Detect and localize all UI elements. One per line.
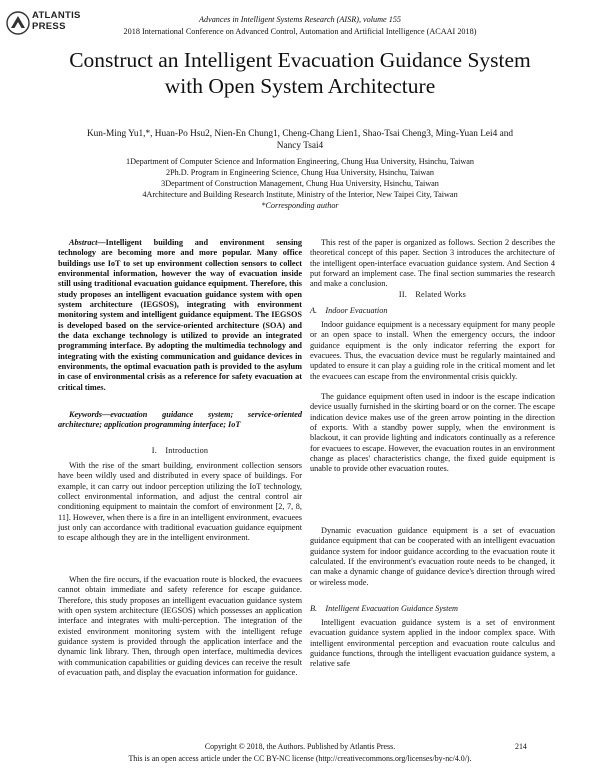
abstract bbox=[58, 238, 302, 393]
section-heading-introduction: I. Introduction bbox=[151, 446, 209, 455]
indoor-paragraph-2: The guidance equipment often used in indoor is the escape indication device usually furnished in the skirting board or on the corner. The escape indication device makes use of the green arrow pointing in the direction of exports. With a standby power supply, when the environment is blackout, it can provide lighting and indicators continually as a reference for evacuees to escape. However, the evacuation routes in an environment change as places' characteristics change, the fixed guide equipment is unable to provide other evacuation routes. bbox=[310, 392, 555, 474]
page-number: 214 bbox=[515, 742, 527, 751]
intro-paragraph-1: With the rise of the smart building, environment collection sensors have been wildly used and distributed in every space of buildings. For example, it can carry out indoor perception utilizing the IoT technology, collect environmental information, and adjust the central control air conditioning equipment to maintain the comfort of environment [2, 7, 8, 11]. However, when there is a fire in an intelligent environment, evacuees just only can accordance with traditional evacuation guidance equipment to escape although they are in the intelligent environment. bbox=[58, 461, 302, 543]
keywords-text: Keywords—evacuation guidance system; service-oriented architecture; application programming interface; IoT bbox=[58, 410, 302, 430]
copyright-line: Copyright © 2018, the Authors. Published by Atlantis Press. bbox=[204, 742, 396, 751]
author-list bbox=[40, 128, 560, 152]
title-line-2: with Open System Architecture bbox=[164, 74, 436, 98]
logo-line-2: PRESS bbox=[32, 21, 66, 32]
logo-line-1: ATLANTIS bbox=[32, 10, 81, 21]
paper-organization-paragraph: This rest of the paper is organized as follows. Section 2 describes the theoretical concept of this paper. Section 3 introduces the architecture of the intelligent open-interface evacuation guidance system. And Section 4 put forward an implement case. The final section summaries the research and make a conclusion. bbox=[310, 238, 555, 289]
conference-header: 2018 International Conference on Advanced Control, Automation and Artificial Intelligence (ACAAI 2018) bbox=[123, 27, 477, 36]
subsection-intelligent-evacuation: B. Intelligent Evacuation Guidance System bbox=[310, 604, 459, 613]
keywords bbox=[58, 410, 302, 431]
section-heading-related-works: II. Related Works bbox=[398, 290, 467, 299]
subsection-indoor-evacuation: A. Indoor Evacuation bbox=[310, 306, 388, 315]
journal-header: Advances in Intelligent Systems Research (AISR), volume 155 bbox=[198, 15, 402, 24]
abstract-label: Abstract bbox=[69, 238, 98, 247]
affiliation-2: 2Ph.D. Program in Engineering Science, Chung Hua University, Hsinchu, Taiwan bbox=[166, 168, 434, 177]
license-line: This is an open access article under the CC BY-NC license (http://creativecommons.org/licenses/by-nc/4.0/). bbox=[128, 754, 472, 763]
title-line-1: Construct an Intelligent Evacuation Guidance System bbox=[69, 48, 531, 72]
affiliation-4: 4Architecture and Building Research Institute, Ministry of the Interior, New Taipei City, Taiwan bbox=[142, 190, 458, 199]
indoor-paragraph-1: Indoor guidance equipment is a necessary equipment for many people or an open space to install. When the emergency occurs, the indoor guidance equipment is the only indicator referring the export for evacuees. Thus, the evacuation device must be regularly maintained and updated to ensure it can play a guiding role in the critical moment and let the evacuees can escape from the environmental crisis quickly. bbox=[310, 320, 555, 381]
intro-paragraph-2: When the fire occurs, if the evacuation route is blocked, the evacuees cannot obtain immediate and safety reference for escape guidance. Therefore, this study proposes an intelligent evacuation guidance system with open system architecture (IEGSOS) which possesses an application interface and integrates with multi-perception. The integration of the existed environment monitoring system with the intelligent refuge guidance system is provided through the application interface and the dynamic link library. Then, through open interface, multimedia devices with communication capabilities or guiding devices can receive the result of evacuation path, and display the evacuation information for guidance. bbox=[58, 575, 302, 678]
indoor-paragraph-3: Dynamic evacuation guidance equipment is a set of evacuation guidance equipment that can be cooperated with an intelligent evacuation guidance system for indoor guidance according to the evacuation route it calculated. If the environment's evacuation route needs to be changed, it can make a dynamic change of guidance device's direction through wired or wireless mode. bbox=[310, 526, 555, 587]
affiliation-1: 1Department of Computer Science and Information Engineering, Chung Hua University, Hsinchu, Taiwan bbox=[126, 157, 474, 166]
affiliation-3: 3Department of Construction Management, Chung Hua University, Hsinchu, Taiwan bbox=[161, 179, 439, 188]
abstract-body: —Intelligent building and environment sensing technology are becoming more and more popular. Many office buildings use IoT to set up environment collection sensors to collect environmental information, however the way of evacuation inside still using traditional evacuation guidance equipment. Therefore, this study proposes an intelligent evacuation guidance system with open system architecture (IEGSOS), integrating with environment monitoring system and intelligent guidance equipment. The IEGSOS is developed based on the service-oriented architecture (SOA) and the data exchange technology is utilized to provide an integrated programming interface. By adopting the multimedia technology and integrating with the existing communication and guidance devices in environments, the optimal evacuation path is provided to the asylum in case of environmental crisis as a reference for safety evacuation at critical times. bbox=[58, 238, 302, 392]
intelligent-paragraph-1: Intelligent evacuation guidance system is a set of environment evacuation guidance system applied in the indoor complex space. With intelligent environmental perception and evacuation route calculus and guidance functions, through the intelligent evacuation guidance system, a relative safe bbox=[310, 618, 555, 669]
authors-line-2: Nancy Tsai4 bbox=[276, 141, 324, 151]
paper-title bbox=[20, 47, 580, 99]
corresponding-author: *Corresponding author bbox=[261, 201, 339, 210]
authors-line-1: Kun-Ming Yu1,*, Huan-Po Hsu2, Nien-En Chung1, Cheng-Chang Lien1, Shao-Tsai Cheng3, Ming-Yuan Lei4 and bbox=[86, 129, 514, 139]
